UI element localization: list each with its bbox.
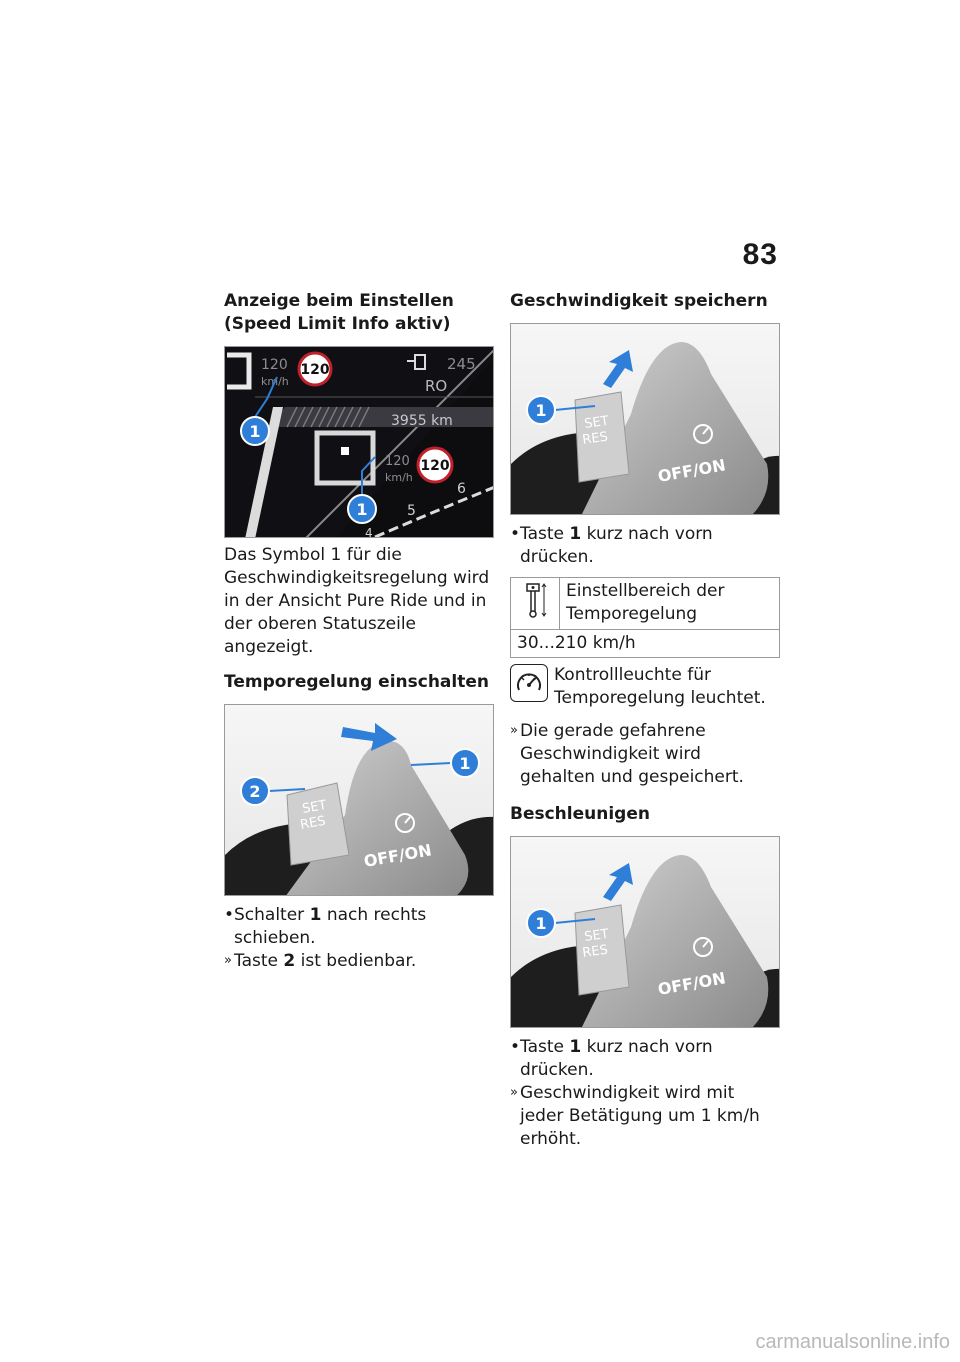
heading-accelerate: Beschleunigen <box>510 804 650 824</box>
result-arrow-icon: » <box>510 1085 518 1100</box>
spec-icon-cell <box>511 578 560 630</box>
gear-mark-6: 6 <box>457 481 466 497</box>
bullet-icon: • <box>224 905 235 925</box>
res-label: RES <box>299 813 327 833</box>
cruise-indicator-icon <box>510 664 548 702</box>
result-speed-increase: » Geschwindigkeit wird mit jeder Betätigung um 1 km/h erhöht. <box>510 1083 760 1149</box>
ride-mode: RO <box>425 377 448 395</box>
step-switch-right: • Schalter 1 nach rechts schieben. <box>224 905 427 948</box>
off-on-label: OFF/ON <box>656 968 727 999</box>
off-on-label: OFF/ON <box>362 840 433 871</box>
indicator-text: Kontrollleuchte für Temporegelung leuchtet. <box>554 665 766 708</box>
result-speed-stored: » Die gerade gefahrene Geschwindigkeit wird gehalten und gespeichert. <box>510 721 744 787</box>
svg-text:2: 2 <box>249 782 261 801</box>
res-label: RES <box>581 942 609 961</box>
speed-sign-lower: 120 <box>420 458 450 474</box>
lower-speed-unit: km/h <box>385 471 413 484</box>
step-press-forward-accelerate: • Taste 1 kurz nach vorn drücken. <box>510 1037 713 1080</box>
indicator-note <box>510 664 780 710</box>
set-label: SET <box>583 413 610 432</box>
range-value: 245 <box>447 355 476 373</box>
gear-mark-5: 5 <box>407 503 416 519</box>
adjustment-range-icon <box>523 580 547 620</box>
page-number: 83 <box>742 238 778 271</box>
svg-text:1: 1 <box>535 401 547 420</box>
result-arrow-icon: » <box>510 723 518 738</box>
svg-text:1: 1 <box>249 422 261 441</box>
gear-mark-4: 4 <box>365 526 373 538</box>
top-speed-value: 120 <box>261 357 288 373</box>
heading-cruise-on: Temporegelung einschalten <box>224 672 489 692</box>
svg-text:1: 1 <box>459 754 471 773</box>
res-label: RES <box>581 429 609 448</box>
set-label: SET <box>301 797 328 817</box>
left-column <box>224 290 494 973</box>
watermark: carmanualsonline.info <box>755 1331 950 1353</box>
heading-store-speed: Geschwindigkeit speichern <box>510 291 768 311</box>
heading-speed-limit-info: Anzeige beim Einstellen (Speed Limit Info aktiv) <box>224 291 454 334</box>
svg-text:1: 1 <box>356 500 368 519</box>
step-press-forward: • Taste 1 kurz nach vorn drücken. <box>510 524 713 567</box>
right-column <box>510 290 780 1151</box>
switch-figure-accelerate <box>510 836 780 1028</box>
switch-figure-set <box>510 323 780 515</box>
svg-text:1: 1 <box>535 914 547 933</box>
bullet-icon: • <box>510 1037 521 1057</box>
top-speed-unit: km/h <box>261 375 289 388</box>
speed-limit-description: Das Symbol 1 für die Geschwindigkeitsregelung wird in der Ansicht Pure Ride und in der oberen Statuszeile angezeigt. <box>224 545 490 657</box>
spec-value: 30...210 km/h <box>511 630 780 658</box>
dashboard-figure <box>224 346 494 538</box>
result-button-active: » Taste 2 ist bedienbar. <box>224 951 417 971</box>
lower-speed-value: 120 <box>385 454 410 469</box>
bullet-icon: • <box>510 524 521 544</box>
speed-sign-top: 120 <box>300 362 330 378</box>
spec-label: Einstellbereich der Temporegelung <box>560 578 780 630</box>
odometer: 3955 km <box>391 413 453 429</box>
switch-figure-on <box>224 704 494 896</box>
off-on-label: OFF/ON <box>656 455 727 486</box>
result-arrow-icon: » <box>224 953 232 968</box>
spec-table <box>510 577 780 658</box>
set-label: SET <box>583 926 610 945</box>
